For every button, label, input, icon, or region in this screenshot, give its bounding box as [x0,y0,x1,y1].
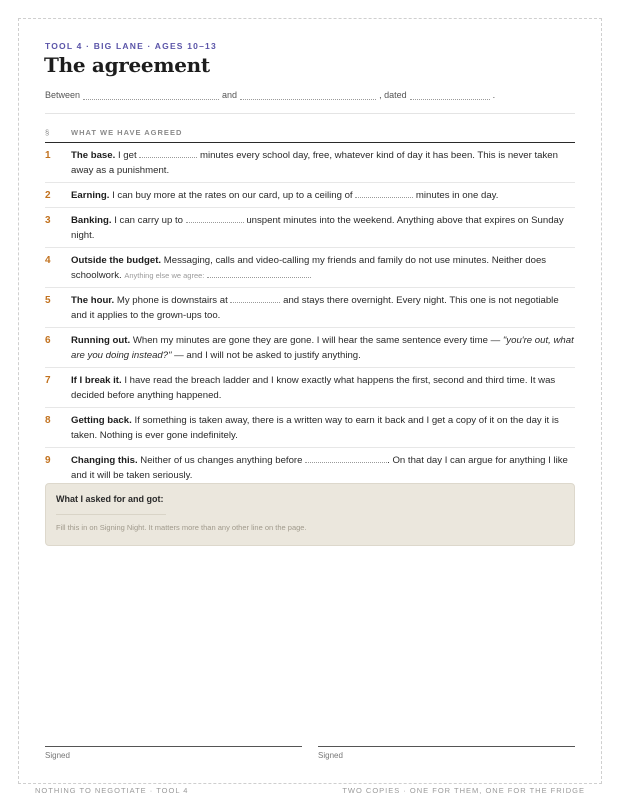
clause-title: The base. [71,150,116,161]
clause-number: 9 [45,455,51,466]
base-minutes-field[interactable] [139,148,197,158]
clause-text: . On that day I can argue for anything I like and it will be taken seriously. [71,455,568,481]
clause-4 [45,248,575,288]
signature-line-right[interactable] [318,746,575,760]
clause-small-label: Anything else we agree: [124,271,205,280]
signature-label: Signed [318,751,343,760]
clause-title: Earning. [71,190,110,201]
clause-2 [45,183,575,208]
clause-8 [45,408,575,448]
clause-5 [45,288,575,328]
asked-for-rule [56,514,166,515]
table-header [45,128,575,143]
clause-title: Outside the budget. [71,255,162,266]
clause-text: If something is taken away, there is a written way to earn it back and I get a copy of it on the day it is taken. Nothing is ever gone indefinitely. [71,415,559,441]
clause-text: I get [117,150,137,161]
footer-left: NOTHING TO NEGOTIATE · TOOL 4 [35,786,189,795]
clause-text: I have read the breach ladder and I know exactly what happens the first, second and third time. It was decided before anything happened. [71,375,556,401]
banking-minutes-field[interactable] [186,213,244,223]
parties-end: . [492,90,496,100]
clause-text: and stays there overnight. Every night. This one is not negotiable and it applies to the grown-ups too. [71,295,559,321]
clause-number: 7 [45,375,51,386]
clause-6 [45,328,575,368]
phone-time-field[interactable] [230,293,280,303]
clause-3 [45,208,575,248]
clause-quote: "you're out, what are you doing instead?" [71,335,574,361]
clause-1 [45,143,575,183]
clause-title: If I break it. [71,375,122,386]
clause-title: Getting back. [71,415,132,426]
clause-list [45,143,575,487]
review-date-field[interactable] [305,453,387,463]
clause-number: 1 [45,150,51,161]
asked-for-box[interactable] [45,483,575,546]
clause-number: 8 [45,415,51,426]
clause-text: When my minutes are gone they are gone. I will hear the same sentence every time — [132,335,501,346]
asked-for-note: Fill this in on Signing Night. It matters more than any other line on the page. [56,523,307,532]
clause-text: minutes every school day, free, whatever kind of day it has been. This is never taken away as a punishment. [71,150,558,176]
clause-title: Running out. [71,335,131,346]
other-exemptions-field[interactable] [207,268,311,278]
table-header-label: WHAT WE HAVE AGREED [71,128,183,137]
clause-text: My phone is downstairs at [116,295,228,306]
clause-title: Changing this. [71,455,138,466]
page-title: The agreement [44,53,210,77]
signature-line-left[interactable] [45,746,302,760]
clause-text: Messaging, calls and video-calling my friends and family do not use minutes. Neither does schoolwork. [71,255,547,281]
clause-text: I can buy more at the rates on our card, up to a ceiling of [112,190,353,201]
clause-number: 5 [45,295,51,306]
clause-text: Neither of us changes anything before [140,455,303,466]
date-field[interactable] [410,91,490,100]
parties-line [45,90,575,100]
clause-text: minutes in one day. [415,190,499,201]
clause-7 [45,368,575,408]
tool-kicker: TOOL 4 · BIG LANE · AGES 10–13 [45,41,217,51]
clause-title: The hour. [71,295,115,306]
clause-text: unspent minutes into the weekend. Anything above that expires on Sunday night. [71,215,564,241]
clause-text: I can carry up to [114,215,183,226]
clause-number: 2 [45,190,51,201]
signature-label: Signed [45,751,70,760]
footer-right: TWO COPIES · ONE FOR THEM, ONE FOR THE FRIDGE [342,786,585,795]
section-symbol: § [45,128,51,137]
party-one-field[interactable] [83,91,219,100]
clause-title: Banking. [71,215,112,226]
party-two-field[interactable] [240,91,376,100]
clause-number: 4 [45,255,51,266]
clause-number: 3 [45,215,51,226]
clause-number: 6 [45,335,51,346]
between-label: Between [45,90,81,100]
ceiling-minutes-field[interactable] [355,188,413,198]
divider [45,113,575,114]
and-label: and [222,90,238,100]
clause-9 [45,448,575,487]
clause-text: — and I will not be asked to justify anything. [174,350,361,361]
asked-for-heading: What I asked for and got: [56,494,164,504]
dated-label: , dated [379,90,407,100]
